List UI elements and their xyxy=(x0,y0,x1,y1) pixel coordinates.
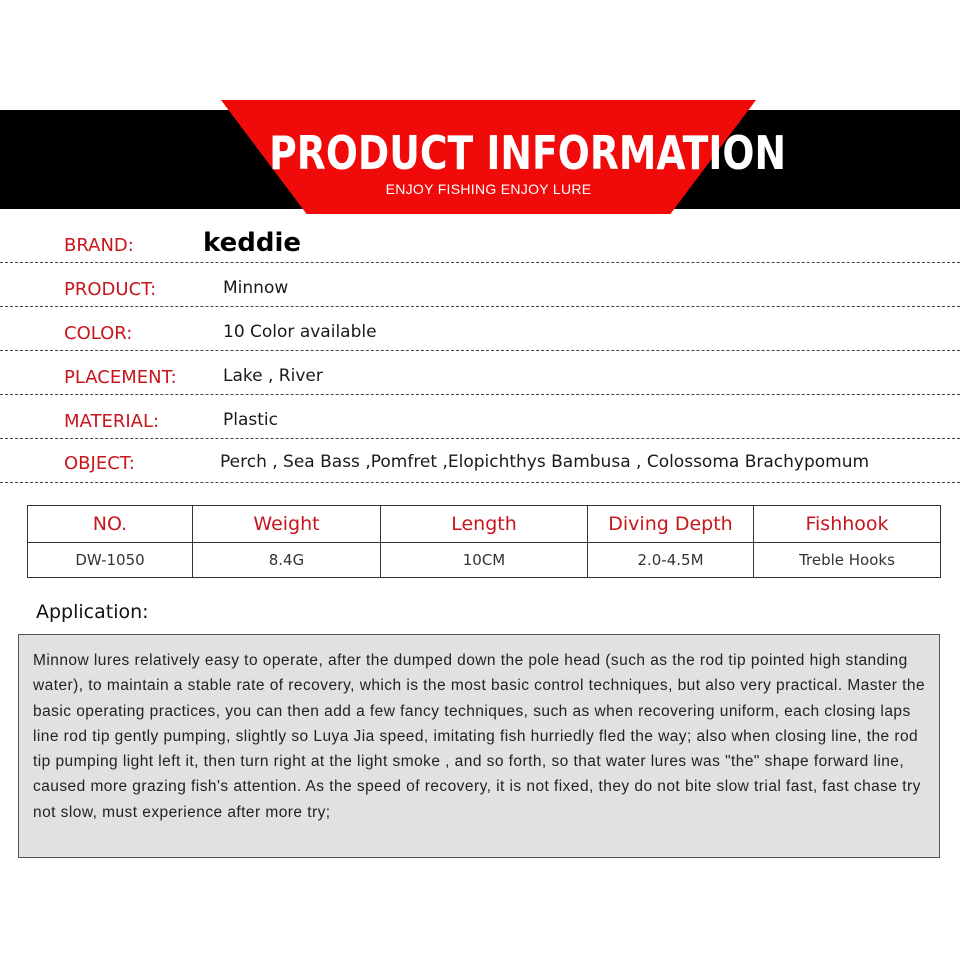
specs-header-fishhook: Fishhook xyxy=(754,506,941,543)
product-value: Minnow xyxy=(223,278,289,298)
brand-label: BRAND: xyxy=(64,235,134,256)
specs-header-diving-depth: Diving Depth xyxy=(588,506,754,543)
brand-value: keddie xyxy=(203,228,301,258)
row-divider xyxy=(0,394,960,395)
info-row-object xyxy=(0,438,960,482)
application-heading: Application: xyxy=(36,601,149,623)
page-title: PRODUCT INFORMATION xyxy=(269,126,787,180)
object-label: OBJECT: xyxy=(64,453,135,474)
specs-table xyxy=(27,505,941,578)
material-value: Plastic xyxy=(223,410,278,430)
specs-value-no: DW-1050 xyxy=(28,543,193,578)
specs-header-no: NO. xyxy=(28,506,193,543)
row-divider xyxy=(0,262,960,263)
specs-value-length: 10CM xyxy=(381,543,588,578)
info-row-color xyxy=(0,308,960,352)
info-row-brand xyxy=(0,220,960,264)
page-subtitle: ENJOY FISHING ENJOY LURE xyxy=(385,181,592,197)
object-value: Perch , Sea Bass ,Pomfret ,Elopichthys Bambusa , Colossoma Brachypomum xyxy=(220,452,870,472)
specs-value-fishhook: Treble Hooks xyxy=(754,543,941,578)
row-divider xyxy=(0,482,960,483)
placement-label: PLACEMENT: xyxy=(64,367,177,388)
specs-header-length: Length xyxy=(381,506,588,543)
info-row-product xyxy=(0,264,960,308)
info-row-material xyxy=(0,396,960,440)
specs-value-row xyxy=(28,543,941,578)
color-value: 10 Color available xyxy=(223,322,377,342)
specs-header-row xyxy=(28,506,941,543)
specs-header-weight: Weight xyxy=(193,506,381,543)
placement-value: Lake , River xyxy=(223,366,323,386)
specs-value-weight: 8.4G xyxy=(193,543,381,578)
material-label: MATERIAL: xyxy=(64,411,160,432)
color-label: COLOR: xyxy=(64,323,133,344)
row-divider xyxy=(0,350,960,351)
application-text: Minnow lures relatively easy to operate, after the dumped down the pole head (such as the rod tip pointed high standing water), to maintain a stable rate of recovery, which is the most basic control techniques, but also very practical. Master the basic operating practices, you can then add a few fancy techniques, such as when recovering uniform, each closing laps line rod tip gently pumping, slightly so Luya Jia speed, imitating fish hurriedly fled the way; also when closing line, the rod tip pumping light left it, then turn right at the light smoke , and so forth, so that water lures was "the" shape forward line, caused more grazing fish's attention. As the speed of recovery, it is not fixed, they do not bite slow trial fast, fast chase try not slow, must experience after more try; xyxy=(33,652,926,821)
application-box xyxy=(18,634,940,858)
product-label: PRODUCT: xyxy=(64,279,157,300)
info-row-placement xyxy=(0,352,960,396)
specs-value-diving-depth: 2.0-4.5M xyxy=(588,543,754,578)
row-divider xyxy=(0,306,960,307)
